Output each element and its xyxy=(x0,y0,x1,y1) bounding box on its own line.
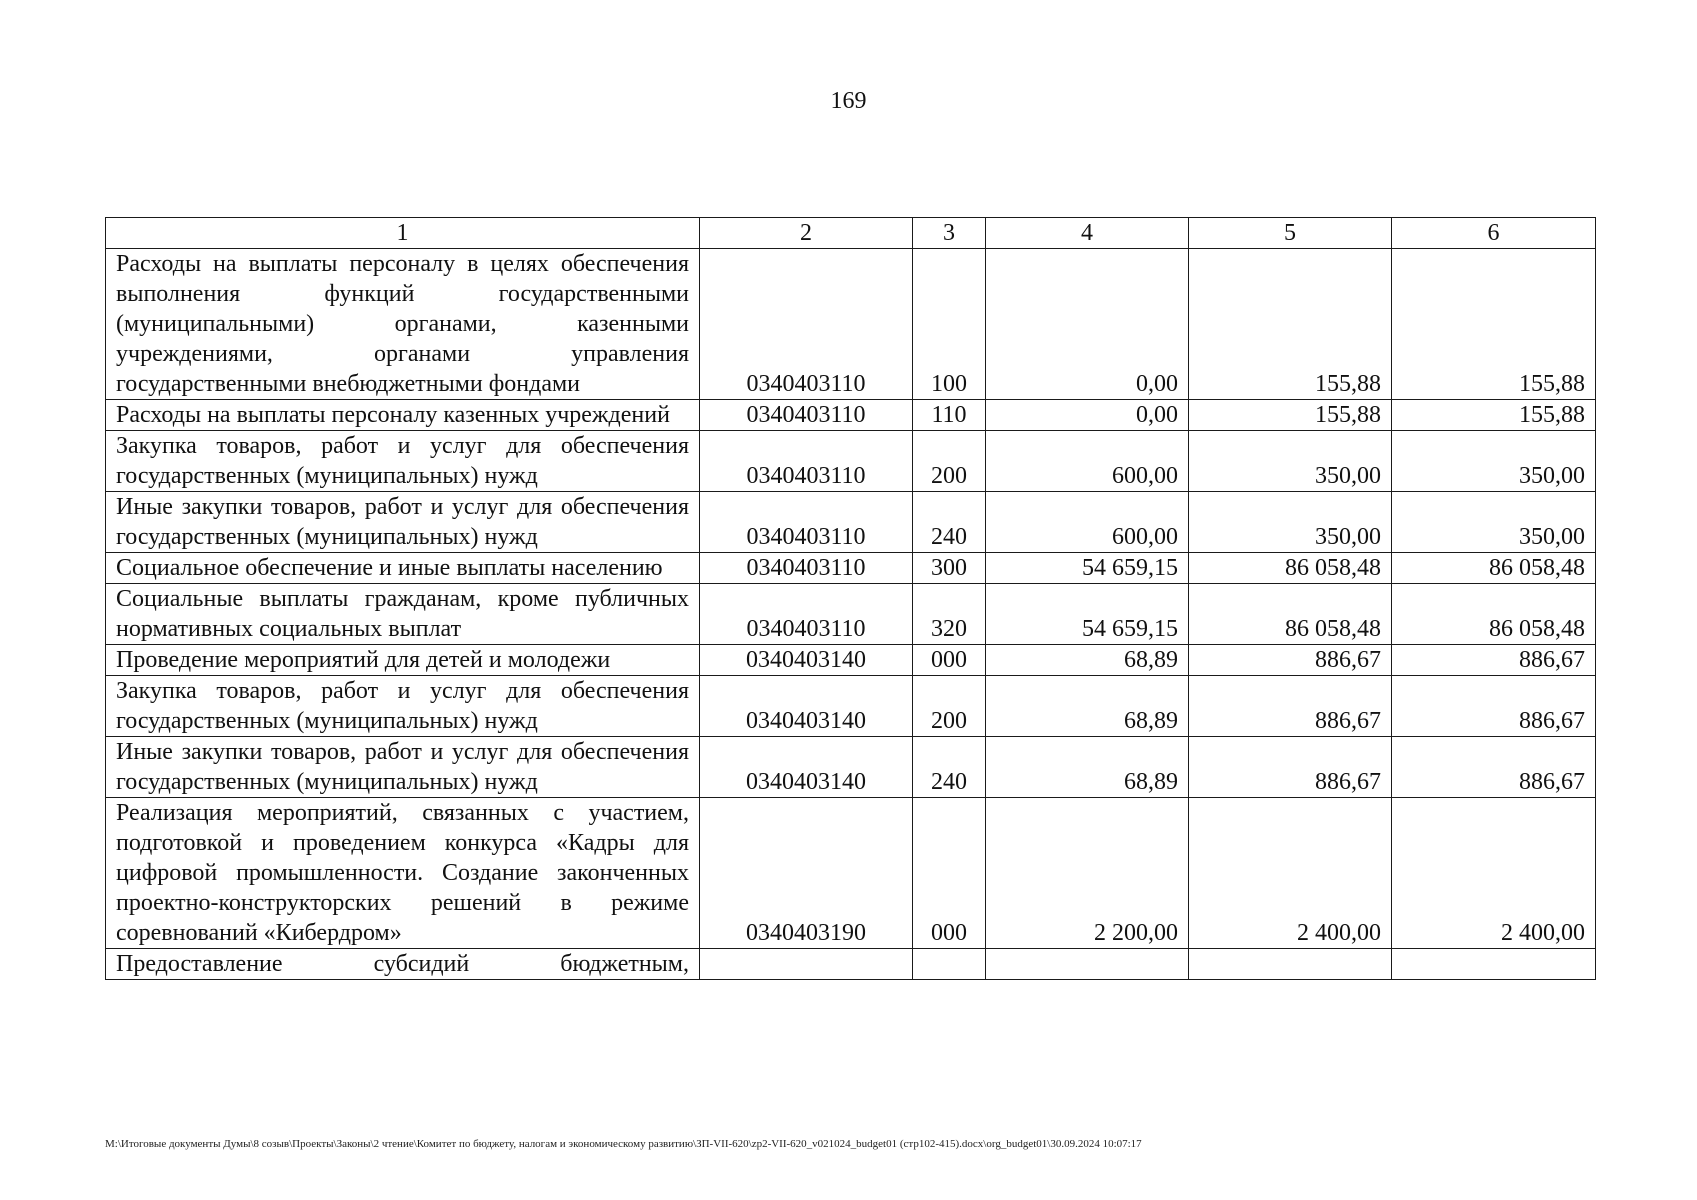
row-value-4: 0,00 xyxy=(986,249,1189,400)
row-value-5: 86 058,48 xyxy=(1189,584,1392,645)
row-vr-code: 100 xyxy=(913,249,986,400)
row-vr-code: 000 xyxy=(913,645,986,676)
row-vr-code: 240 xyxy=(913,737,986,798)
table-row xyxy=(106,645,1596,676)
row-vr-code: 320 xyxy=(913,584,986,645)
row-name: Социальные выплаты гражданам, кроме публичных нормативных социальных выплат xyxy=(106,584,700,645)
row-value-6: 2 400,00 xyxy=(1392,798,1596,949)
row-csr-code: 0340403110 xyxy=(700,492,913,553)
row-value-6: 350,00 xyxy=(1392,431,1596,492)
row-value-5: 155,88 xyxy=(1189,249,1392,400)
row-vr-code: 240 xyxy=(913,492,986,553)
row-csr-code: 0340403110 xyxy=(700,553,913,584)
header-col-3: 3 xyxy=(913,218,986,249)
row-csr-code: 0340403190 xyxy=(700,798,913,949)
empty-cell xyxy=(1189,949,1392,980)
table-row xyxy=(106,798,1596,949)
row-name: Расходы на выплаты персоналу в целях обеспечения выполнения функций государственными (муниципальными) органами, казенными учреждениями, органами управления государственными внебюджетными фондами xyxy=(106,249,700,400)
header-col-1: 1 xyxy=(106,218,700,249)
header-col-5: 5 xyxy=(1189,218,1392,249)
table-row-continued xyxy=(106,949,1596,980)
table-header xyxy=(106,218,1596,249)
row-value-5: 886,67 xyxy=(1189,676,1392,737)
row-value-6: 155,88 xyxy=(1392,249,1596,400)
row-name: Реализация мероприятий, связанных с участием, подготовкой и проведением конкурса «Кадры для цифровой промышленности. Создание законченных проектно-конструкторских решений в режиме соревнований «Кибердром» xyxy=(106,798,700,949)
row-value-5: 155,88 xyxy=(1189,400,1392,431)
header-col-6: 6 xyxy=(1392,218,1596,249)
empty-cell xyxy=(1392,949,1596,980)
table-row xyxy=(106,737,1596,798)
row-value-6: 886,67 xyxy=(1392,645,1596,676)
row-value-5: 2 400,00 xyxy=(1189,798,1392,949)
table-row xyxy=(106,249,1596,400)
row-value-5: 350,00 xyxy=(1189,431,1392,492)
empty-cell xyxy=(700,949,913,980)
page-number: 169 xyxy=(830,88,867,114)
row-value-4: 68,89 xyxy=(986,737,1189,798)
row-value-4: 600,00 xyxy=(986,492,1189,553)
row-csr-code: 0340403140 xyxy=(700,645,913,676)
row-vr-code: 110 xyxy=(913,400,986,431)
table-row xyxy=(106,584,1596,645)
row-value-5: 86 058,48 xyxy=(1189,553,1392,584)
row-value-6: 155,88 xyxy=(1392,400,1596,431)
header-col-4: 4 xyxy=(986,218,1189,249)
row-csr-code: 0340403110 xyxy=(700,584,913,645)
row-value-4: 54 659,15 xyxy=(986,553,1189,584)
row-value-4: 54 659,15 xyxy=(986,584,1189,645)
row-value-5: 350,00 xyxy=(1189,492,1392,553)
table-row xyxy=(106,492,1596,553)
row-value-6: 86 058,48 xyxy=(1392,553,1596,584)
row-csr-code: 0340403110 xyxy=(700,431,913,492)
empty-cell xyxy=(913,949,986,980)
row-name: Проведение мероприятий для детей и молодежи xyxy=(106,645,700,676)
row-vr-code: 300 xyxy=(913,553,986,584)
empty-cell xyxy=(986,949,1189,980)
row-name: Расходы на выплаты персоналу казенных учреждений xyxy=(106,400,700,431)
header-row xyxy=(106,218,1596,249)
budget-table xyxy=(105,217,1596,980)
row-vr-code: 000 xyxy=(913,798,986,949)
table-row xyxy=(106,676,1596,737)
row-value-4: 0,00 xyxy=(986,400,1189,431)
row-csr-code: 0340403140 xyxy=(700,737,913,798)
row-vr-code: 200 xyxy=(913,431,986,492)
row-vr-code: 200 xyxy=(913,676,986,737)
row-csr-code: 0340403110 xyxy=(700,249,913,400)
row-value-5: 886,67 xyxy=(1189,645,1392,676)
row-value-4: 2 200,00 xyxy=(986,798,1189,949)
row-value-6: 350,00 xyxy=(1392,492,1596,553)
row-value-6: 886,67 xyxy=(1392,737,1596,798)
footer-file-path: M:\Итоговые документы Думы\8 созыв\Проекты\Законы\2 чтение\Комитет по бюджету, налогам и экономическому развитию\ЗП-VII-620\zp2-VII-620_v021024_budget01 (стр102-415).docx\org_budget01\30.09.2024 10:07:17 xyxy=(105,1138,1142,1150)
table-row xyxy=(106,431,1596,492)
row-name: Социальное обеспечение и иные выплаты населению xyxy=(106,553,700,584)
table-body xyxy=(106,249,1596,980)
row-name: Иные закупки товаров, работ и услуг для обеспечения государственных (муниципальных) нужд xyxy=(106,737,700,798)
row-value-4: 68,89 xyxy=(986,645,1189,676)
row-value-5: 886,67 xyxy=(1189,737,1392,798)
table-row xyxy=(106,553,1596,584)
row-value-6: 86 058,48 xyxy=(1392,584,1596,645)
table-row xyxy=(106,400,1596,431)
row-name: Иные закупки товаров, работ и услуг для обеспечения государственных (муниципальных) нужд xyxy=(106,492,700,553)
row-value-6: 886,67 xyxy=(1392,676,1596,737)
row-value-4: 600,00 xyxy=(986,431,1189,492)
row-csr-code: 0340403110 xyxy=(700,400,913,431)
row-name: Закупка товаров, работ и услуг для обеспечения государственных (муниципальных) нужд xyxy=(106,676,700,737)
header-col-2: 2 xyxy=(700,218,913,249)
row-name: Предоставление субсидий бюджетным, xyxy=(106,949,700,980)
row-name: Закупка товаров, работ и услуг для обеспечения государственных (муниципальных) нужд xyxy=(106,431,700,492)
row-value-4: 68,89 xyxy=(986,676,1189,737)
row-csr-code: 0340403140 xyxy=(700,676,913,737)
